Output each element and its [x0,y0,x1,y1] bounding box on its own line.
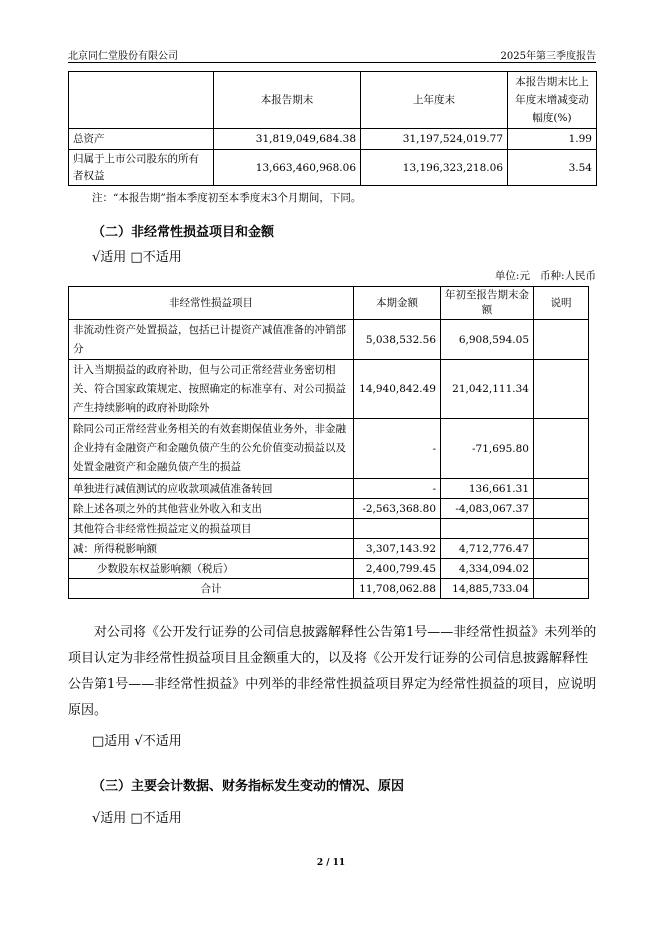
table-row [69,360,589,419]
table-cell-item: 除上述各项之外的其他营业外收入和支出 [69,499,354,519]
section-title-changes: （三）主要会计数据、财务指标发生变动的情况、原因 [92,779,405,794]
balance-table [68,71,597,186]
table-header-cell: 说明 [534,287,589,320]
table-cell-value: 31,197,524,019.77 [361,129,508,150]
table-cell-item: 单独进行减值测试的应收款项减值准备转回 [69,479,354,499]
table-cell-value: 4,712,776.47 [441,539,534,559]
table-cell-item: 除同公司正常经营业务相关的有效套期保值业务外，非金融企业持有金融资产和金融负债产生的公允价值变动损益以及处置金融资产和金融负债产生的损益 [69,419,354,479]
applicable-status: √适用 □不适用 [92,250,182,265]
table-cell-item: 总资产 [69,129,214,150]
table-header-cell [69,72,214,129]
table-cell-value: 13,663,460,968.06 [214,150,361,186]
table-cell-value: 3,307,143.92 [354,539,441,559]
table-cell-value: 13,196,323,218.06 [361,150,508,186]
table-header-row [69,287,589,320]
header-company: 北京同仁堂股份有限公司 [68,51,178,62]
unit-label: 单位:元 币种:人民币 [494,270,596,282]
section-title-nonrecurring: （二）非经常性损益项目和金额 [92,225,275,240]
table-cell-note [534,419,589,479]
table-cell-value: 21,042,111.34 [441,360,534,419]
table-cell-value: 3.54 [508,150,597,186]
table-row [69,129,597,150]
table-cell-value: -71,695.80 [441,419,534,479]
table-cell-value: 1.99 [508,129,597,150]
section3-applicable-status: √适用 □不适用 [92,811,182,826]
table-cell-value: - [354,419,441,479]
table-cell-value: 2,400,799.45 [354,559,441,579]
table-row [69,150,597,186]
table-cell-note [534,579,589,599]
table-header-row [69,72,597,129]
table-header-cell: 年初至报告期末金额 [441,287,534,320]
header-rule [68,62,596,63]
table-cell-note [534,559,589,579]
table-cell-item: 合计 [69,579,354,599]
table-cell-value: 31,819,049,684.38 [214,129,361,150]
table-cell-note [534,360,589,419]
table-row [69,320,589,360]
table-row [69,479,589,499]
table-cell-note [534,499,589,519]
table-cell-item: 少数股东权益影响额（税后） [69,559,354,579]
table-cell-value [441,519,534,539]
table-note: 注：“本报告期”指本季度初至本季度末3个月期间，下同。 [92,192,362,204]
table-cell-note [534,519,589,539]
table-cell-note [534,320,589,360]
header-report-title: 2025年第三季度报告 [500,51,596,62]
table-cell-value: 14,940,842.49 [354,360,441,419]
table-header-cell: 本期金额 [354,287,441,320]
table-cell-value: -2,563,368.80 [354,499,441,519]
page-number: 2 / 11 [316,858,346,868]
table-cell-value: 6,908,594.05 [441,320,534,360]
explanation-paragraph: 对公司将《公开发行证券的公司信息披露解释性公告第1号——非经常性损益》未列举的项目认定为非经常性损益项目且金额重大的，以及将《公开发行证券的公司信息披露解释性公告第1号——非经常性损益》中列举的非经常性损益项目界定为经常性损益的项目，应说明原因。 [68,625,597,718]
table-cell-item: 归属于上市公司股东的所有者权益 [69,150,214,186]
table-row [69,419,589,479]
table-cell-value: 4,334,094.02 [441,559,534,579]
table-row [69,499,589,519]
table-header-cell: 本报告期末比上年度末增减变动幅度(%) [508,72,597,129]
table-row [69,559,589,579]
paragraph-applicable-status: □适用 √不适用 [92,734,182,749]
table-cell-item: 减：所得税影响额 [69,539,354,559]
table-cell-value: - [354,479,441,499]
table-cell-value: 5,038,532.56 [354,320,441,360]
table-cell-value: 11,708,062.88 [354,579,441,599]
table-cell-item: 非流动性资产处置损益，包括已计提资产减值准备的冲销部分 [69,320,354,360]
table-cell-value: 136,661.31 [441,479,534,499]
table-row [69,519,589,539]
table-row-total [69,579,589,599]
table-row [69,539,589,559]
table-header-cell: 本报告期末 [214,72,361,129]
nonrecurring-table [68,286,589,599]
table-header-cell: 上年度末 [361,72,508,129]
table-header-cell: 非经常性损益项目 [69,287,354,320]
table-cell-note [534,539,589,559]
table-cell-value: -4,083,067.37 [441,499,534,519]
table-cell-note [534,479,589,499]
table-cell-value: 14,885,733.04 [441,579,534,599]
table-cell-item: 其他符合非经常性损益定义的损益项目 [69,519,354,539]
table-cell-value [354,519,441,539]
table-cell-item: 计入当期损益的政府补助，但与公司正常经营业务密切相关、符合国家政策规定、按照确定的标准享有、对公司损益产生持续影响的政府补助除外 [69,360,354,419]
